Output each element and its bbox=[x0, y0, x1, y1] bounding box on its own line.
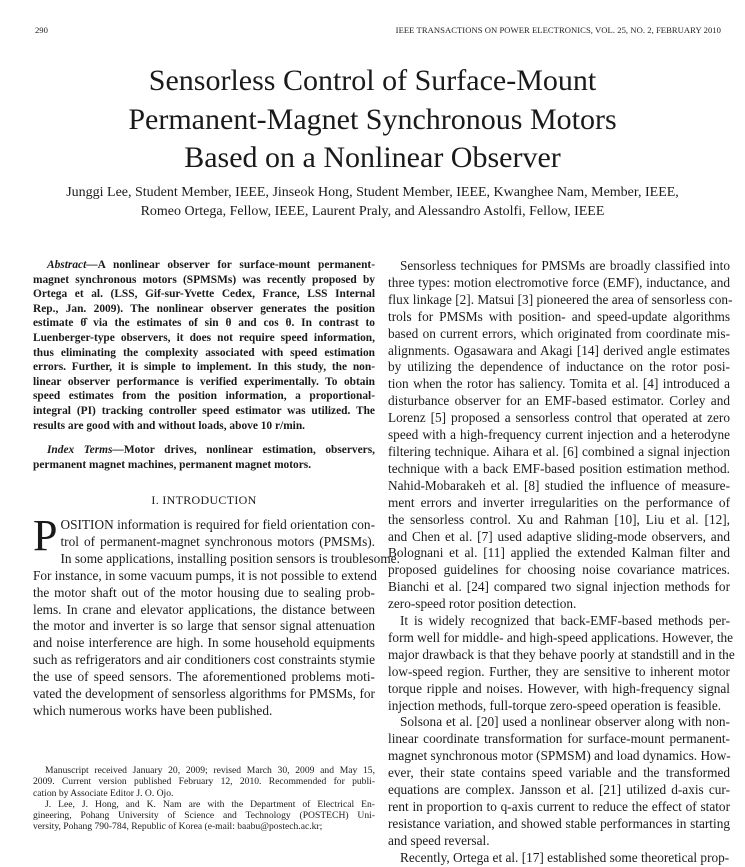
author-line: Junggi Lee, Student Member, IEEE, Jinseok Hong, Student Member, IEEE, Kwanghee Nam, Member, IEEE, bbox=[66, 185, 679, 200]
intro-line: vated the development of sensorless algorithms for PMSMs, for bbox=[33, 686, 375, 702]
intro-line: the motor shaft out of the motor housing due to sealing prob- bbox=[33, 584, 375, 600]
body-line: and Chen et al. [7] used adaptive sliding-mode observers, and bbox=[388, 528, 730, 544]
intro-line: For instance, in some vacuum pumps, it is not possible to extend bbox=[33, 567, 377, 583]
left-column bbox=[33, 258, 375, 472]
footnote-line: Manuscript received January 20, 2009; revised March 30, 2009 and May 15, bbox=[45, 765, 375, 776]
body-line: based on current errors, which originated from coordinate mis- bbox=[388, 325, 730, 341]
body-line: flux linkage [2]. Matsui [3] pioneered the area of sensorless con- bbox=[388, 291, 733, 307]
footnote-line: J. Lee, J. Hong, and K. Nam are with the Department of Electrical En- bbox=[45, 798, 375, 810]
author-list bbox=[20, 183, 725, 221]
abstract-line: Abstract—A nonlinear observer for surface-mount permanent- bbox=[47, 259, 375, 271]
body-line: low-speed region. Further, they are sensitive to inherent motor bbox=[388, 663, 730, 679]
intro-line: such as refrigerators and air conditioners cost constraints stymie bbox=[33, 652, 375, 668]
running-header: IEEE TRANSACTIONS ON POWER ELECTRONICS, VOL. 25, NO. 2, FEBRUARY 2010 bbox=[395, 25, 721, 35]
body-line: disturbance observer for an EMF-based estimator. Corley and bbox=[388, 393, 730, 409]
page-number: 290 bbox=[35, 25, 48, 35]
body-line: speed with a high-frequency current injection and a heterodyne bbox=[388, 427, 730, 443]
abstract-line: Ortega et al. (LSS, Gif-sur-Yvette Cedex, France, LSS Internal bbox=[33, 288, 375, 301]
body-line: Bianchi et al. [24] compared two signal injection methods for bbox=[388, 579, 730, 595]
body-line: proposed guidelines for choosing noise covariance matrices. bbox=[388, 562, 730, 578]
body-line: Nahid-Mobarakeh et al. [8] studied the influence of measure- bbox=[388, 477, 730, 493]
body-line: Lorenz [5] proposed a sensorless control that operated at zero bbox=[388, 410, 730, 426]
body-line: It is widely recognized that back-EMF-based methods per- bbox=[400, 613, 730, 629]
body-line: trols for PMSMs with position- and speed-update algorithms bbox=[388, 308, 730, 324]
title-line: Based on a Nonlinear Observer bbox=[184, 141, 561, 174]
footnote-line: versity, Pohang 790-784, Republic of Korea (e-mail: baabu@postech.ac.kr; bbox=[33, 821, 323, 833]
body-line: equations are complex. Jansson et al. [21] utilized d-axis cur- bbox=[388, 782, 730, 798]
section-lead: Index Terms— bbox=[47, 444, 124, 457]
body-line: tion when the rotor has saliency. Tomita et al. [4] introduced a bbox=[388, 376, 730, 392]
intro-line: and noise interference are high. In some household equipments bbox=[33, 635, 375, 651]
intro-line: which numerous works have been published. bbox=[33, 702, 273, 718]
section-lead: Abstract— bbox=[47, 259, 98, 271]
body-line: ever, their state contains speed variable and the transformed bbox=[388, 765, 730, 781]
body-line: filtering technique. Aihara et al. [6] combined a signal injection bbox=[388, 443, 730, 459]
body-paragraph bbox=[388, 258, 733, 613]
footnote-line: 2009. Current version published February 12, 2010. Recommended for publi- bbox=[33, 776, 375, 788]
footnote bbox=[33, 765, 375, 833]
body-line: technique with a back EMF-based position estimation method. bbox=[388, 460, 730, 476]
index-terms-line: Index Terms—Motor drives, nonlinear estimation, observers, bbox=[47, 444, 375, 457]
body-paragraph bbox=[388, 613, 735, 714]
intro-line: trol of permanent-magnet synchronous motors (PMSMs). bbox=[60, 533, 375, 549]
intro-line: the use of speed sensors. The aforementioned problems moti- bbox=[33, 669, 375, 685]
body-line: and speed reversal. bbox=[388, 832, 490, 848]
abstract-line: linear observer performance is verified experimentally. To obtain bbox=[33, 375, 375, 388]
abstract-line: speed estimates from the position information, a proportional- bbox=[33, 390, 375, 403]
body-line: resistance variation, and showed stable performances in starting bbox=[388, 815, 730, 831]
abstract-line: results are good with and without loads, above 10 r/min. bbox=[33, 419, 306, 432]
body-line: ment errors and inverter irregularities on the performance of bbox=[388, 494, 730, 510]
body-line: Solsona et al. [20] used a nonlinear observer along with non- bbox=[400, 714, 730, 730]
body-line: form well for middle- and high-speed applications. However, the bbox=[388, 629, 734, 645]
body-line: zero-speed rotor position detection. bbox=[388, 596, 577, 612]
abstract-line: Luenberger-type observers, it does not require speed information, bbox=[33, 331, 375, 344]
abstract-line: Rep., Jan. 2009). The nonlinear observer generates the position bbox=[33, 302, 375, 315]
body-line: Bolognani et al. [11] applied the extended Kalman filter and bbox=[388, 545, 730, 561]
abstract-line: integral (PI) tracking controller speed estimator was utilized. The bbox=[33, 404, 375, 417]
body-paragraph bbox=[388, 850, 730, 867]
body-line: alignments. Ogasawara and Akagi [14] derived angle estimates bbox=[388, 342, 730, 358]
body-line: Sensorless techniques for PMSMs are broadly classified into bbox=[400, 258, 730, 273]
title-line: Permanent-Magnet Synchronous Motors bbox=[128, 102, 617, 136]
body-line: torque ripple and noises. However, with high-frequency signal bbox=[388, 680, 730, 696]
body-line: linear coordinate transformation for surface-mount permanent- bbox=[388, 731, 730, 747]
paper-title bbox=[20, 62, 725, 178]
index-terms bbox=[33, 443, 375, 472]
intro-line: OSITION information is required for field orientation con- bbox=[60, 517, 375, 532]
body-line: the sensorless control. Xu and Rahman [10], Liu et al. [12], bbox=[388, 511, 730, 527]
intro-line: lems. In crane and elevator applications, the distance between bbox=[33, 601, 375, 617]
author-line: Romeo Ortega, Fellow, IEEE, Laurent Praly, and Alessandro Astolfi, Fellow, IEEE bbox=[140, 204, 605, 219]
body-line: rent in proportion to q-axis current to reduce the effect of stator bbox=[388, 799, 730, 814]
body-line: three types: motion electromotive force (EMF), inductance, and bbox=[388, 274, 730, 290]
footnote-line: cation by Associate Editor J. O. Ojo. bbox=[33, 787, 174, 799]
drop-cap: P bbox=[33, 511, 58, 560]
section-heading: I. INTRODUCTION bbox=[151, 493, 257, 507]
right-column bbox=[388, 258, 735, 867]
index-terms-line: permanent magnet machines, permanent magnet motors. bbox=[33, 458, 312, 471]
body-line: by utilizing the dependence of inductance on the rotor posi- bbox=[388, 359, 730, 375]
intro-line: In some applications, installing position sensors is troublesome. bbox=[60, 550, 400, 566]
body-line: injection methods, full-torque zero-speed operation is feasible. bbox=[388, 697, 722, 713]
abstract-line: thus eliminating the complexity associated with speed estimation bbox=[33, 346, 375, 359]
title-line: Sensorless Control of Surface-Mount bbox=[148, 64, 597, 97]
introduction-paragraph bbox=[33, 511, 400, 720]
abstract-line: magnet synchronous motors (SPMSMs) was recently proposed by bbox=[33, 273, 375, 286]
body-line: Recently, Ortega et al. [17] established some theoretical prop- bbox=[400, 849, 730, 865]
abstract-line: estimate θ̂ via the estimates of sin θ and cos θ. In contrast to bbox=[33, 317, 375, 330]
body-paragraph bbox=[388, 714, 730, 849]
intro-line: the motor and inverter is so large that sensor signal attenuation bbox=[33, 618, 375, 634]
abstract bbox=[33, 258, 375, 433]
abstract-line: errors. Further, it is simple to implement. In this study, the non- bbox=[33, 361, 375, 374]
footnote-line: gineering, Pohang University of Science and Technology (POSTECH) Uni- bbox=[33, 810, 375, 822]
body-line: magnet synchronous motor (SPMSM) and load dynamics. How- bbox=[388, 748, 731, 764]
body-line: major drawback is that they behave poorly at standstill and in the bbox=[388, 646, 735, 662]
